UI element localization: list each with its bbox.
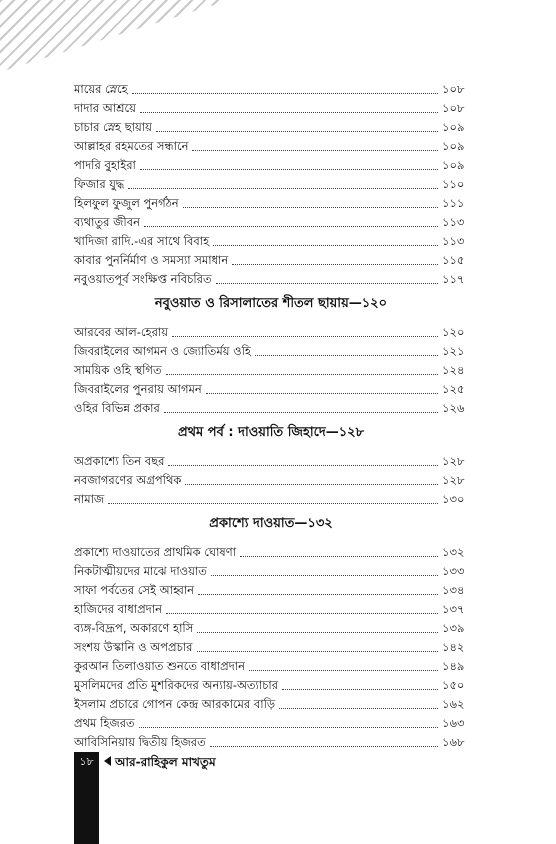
toc-entry[interactable] bbox=[74, 173, 468, 192]
toc-entry-title: অপ্রকাশ্যে তিন বছর bbox=[74, 454, 165, 468]
toc-entry-title: জিবরাইলের আগমন ও জ্যোতির্ময় ওহি bbox=[74, 344, 251, 358]
toc-entry-page: ১২১ bbox=[442, 344, 465, 358]
dot-leader bbox=[166, 613, 438, 614]
toc-entry[interactable] bbox=[74, 731, 468, 750]
toc-entry[interactable] bbox=[74, 268, 468, 287]
section-heading: প্রথম পর্ব : দাওয়াতি জিহাদে—১২৮ bbox=[177, 425, 365, 440]
section-heading: নবুওয়াত ও রিসালাতের শীতল ছায়ায়—১২০ bbox=[154, 296, 388, 311]
dot-leader bbox=[197, 632, 438, 633]
dot-leader bbox=[216, 283, 438, 284]
dot-leader bbox=[197, 651, 438, 652]
toc-entry-title: প্রকাশ্যে দাওয়াতের প্রাথমিক ঘোষণা bbox=[74, 545, 237, 559]
toc-entry[interactable] bbox=[74, 249, 468, 268]
toc-entry[interactable] bbox=[74, 78, 468, 97]
toc-entry-title: হিলফুল ফুজুল পুনর্গঠন bbox=[74, 196, 179, 210]
toc-entry-title: প্রথম হিজরত bbox=[74, 716, 135, 730]
toc-entry-title: দাদার আশ্রয়ে bbox=[74, 101, 136, 115]
toc-entry-page: ১৬২ bbox=[442, 697, 465, 711]
toc-entry-page: ১০৯ bbox=[442, 158, 465, 172]
dot-leader bbox=[192, 150, 438, 151]
dot-leader bbox=[144, 226, 438, 227]
dot-leader bbox=[166, 374, 438, 375]
toc-entry-page: ১১৩ bbox=[442, 215, 465, 229]
toc-entry-page: ১৪২ bbox=[442, 640, 465, 654]
dot-leader bbox=[164, 412, 438, 413]
footer-book-title: আর-রাহিকুল মাখতুম bbox=[115, 755, 216, 769]
toc-entry-page: ১২৬ bbox=[442, 401, 465, 415]
toc-entry-page: ১০৯ bbox=[442, 139, 465, 153]
toc-entry-page: ১৩০ bbox=[442, 492, 465, 506]
toc-entry-page: ১৬৮ bbox=[442, 735, 465, 749]
toc-entry-page: ১৩৩ bbox=[442, 564, 465, 578]
toc-entry[interactable] bbox=[74, 469, 468, 488]
toc-entry-page: ১২০ bbox=[442, 325, 465, 339]
toc-entry-page: ১১০ bbox=[442, 177, 465, 191]
dot-leader bbox=[183, 207, 438, 208]
toc-entry-title: নবুওয়াতপূর্ব সংক্ষিপ্ত নবিচরিত bbox=[74, 272, 212, 286]
dot-leader bbox=[210, 746, 438, 747]
toc-entry[interactable] bbox=[74, 598, 468, 617]
dot-leader bbox=[279, 708, 438, 709]
toc-entry-title: ওহির বিভিন্ন প্রকার bbox=[74, 401, 160, 415]
toc-entry-title: খাদিজা রাদি.-এর সাথে বিবাহ bbox=[74, 234, 210, 248]
toc-entry[interactable] bbox=[74, 617, 468, 636]
toc-entry-title: জিবরাইলের পুনরায় আগমন bbox=[74, 382, 202, 396]
toc-entry-title: কাবার পুনর্নির্মাণ ও সমস্যা সমাধান bbox=[74, 253, 229, 267]
toc-entry-title: আল্লাহর রহমতের সন্ধানে bbox=[74, 139, 189, 153]
toc-entry-title: নামাজ bbox=[74, 492, 105, 506]
toc-entry[interactable] bbox=[74, 154, 468, 173]
toc-entry-title: মায়ের স্নেহে bbox=[74, 82, 128, 96]
dot-leader bbox=[140, 169, 438, 170]
dot-leader bbox=[168, 465, 438, 466]
toc-entry-page: ১২৫ bbox=[442, 382, 465, 396]
dot-leader bbox=[255, 355, 438, 356]
toc-entry[interactable] bbox=[74, 397, 468, 416]
dot-leader bbox=[240, 556, 438, 557]
toc-entry[interactable] bbox=[74, 693, 468, 712]
dot-leader bbox=[172, 336, 438, 337]
toc-entry-title: সাফা পর্বতের সেই আহ্বান bbox=[74, 583, 195, 597]
toc-entry-title: ইসলাম প্রচারে গোপন কেন্দ্র আরকামের বাড়ি bbox=[74, 697, 276, 711]
toc-entry-page: ১৬৩ bbox=[442, 716, 465, 730]
toc-entry[interactable] bbox=[74, 636, 468, 655]
dot-leader bbox=[132, 93, 438, 94]
dot-leader bbox=[139, 727, 438, 728]
toc-entry-title: আবিসিনিয়ায় দ্বিতীয় হিজরত bbox=[74, 735, 206, 749]
toc-entry[interactable] bbox=[74, 378, 468, 397]
dot-leader bbox=[249, 670, 438, 671]
footer-arrow-icon bbox=[104, 756, 111, 766]
toc-entry[interactable] bbox=[74, 655, 468, 674]
toc-entry[interactable] bbox=[74, 450, 468, 469]
toc-entry-title: ব্যথাতুর জীবন bbox=[74, 215, 140, 229]
toc-entry-page: ১২৮ bbox=[442, 473, 465, 487]
toc-entry-title: ফিজার যুদ্ধ bbox=[74, 177, 125, 191]
toc-entry-title: চাচার স্নেহ ছায়ায় bbox=[74, 120, 152, 134]
toc-entry-title: নবজাগরণের অগ্রপথিক bbox=[74, 473, 182, 487]
toc-entry-title: সংশয় উস্কানি ও অপপ্রচার bbox=[74, 640, 193, 654]
toc-entry[interactable] bbox=[74, 674, 468, 693]
table-of-contents bbox=[74, 78, 468, 750]
toc-entry-page: ১৩২ bbox=[442, 545, 465, 559]
toc-entry-page: ১০৮ bbox=[442, 82, 465, 96]
toc-entry-page: ১৩৭ bbox=[442, 602, 465, 616]
toc-entry-title: হাজিদের বাধাপ্রদান bbox=[74, 602, 162, 616]
dot-leader bbox=[140, 112, 438, 113]
dot-leader bbox=[213, 245, 438, 246]
corner-hatch-decoration bbox=[0, 0, 230, 72]
section-heading: প্রকাশ্যে দাওয়াত—১৩২ bbox=[209, 516, 333, 531]
toc-entry-title: ব্যঙ্গ-বিদ্রূপ, অকারণে হাসি bbox=[74, 621, 194, 635]
toc-entry[interactable] bbox=[74, 488, 468, 507]
toc-entry-page: ১৪৯ bbox=[442, 659, 465, 673]
toc-entry-title: পাদরি বুহাইরা bbox=[74, 158, 136, 172]
toc-entry-page: ১১৭ bbox=[442, 272, 465, 286]
dot-leader bbox=[185, 484, 438, 485]
dot-leader bbox=[156, 131, 438, 132]
dot-leader bbox=[282, 689, 438, 690]
toc-entry-page: ১৩৪ bbox=[442, 583, 465, 597]
toc-entry-page: ১৩৯ bbox=[442, 621, 465, 635]
toc-entry[interactable] bbox=[74, 712, 468, 731]
toc-entry[interactable] bbox=[74, 116, 468, 135]
toc-entry[interactable] bbox=[74, 560, 468, 579]
toc-entry[interactable] bbox=[74, 579, 468, 598]
toc-entry[interactable] bbox=[74, 192, 468, 211]
toc-entry-title: কুরআন তিলাওয়াত শুনতে বাধাপ্রদান bbox=[74, 659, 245, 673]
toc-entry-page: ১০৮ bbox=[442, 101, 465, 115]
toc-entry-page: ১১১ bbox=[442, 196, 465, 210]
toc-entry-page: ১১৫ bbox=[442, 253, 465, 267]
dot-leader bbox=[198, 594, 438, 595]
toc-entry-page: ১১৩ bbox=[442, 234, 465, 248]
toc-entry-page: ১৫০ bbox=[442, 678, 465, 692]
toc-entry[interactable] bbox=[74, 97, 468, 116]
dot-leader bbox=[211, 575, 438, 576]
dot-leader bbox=[128, 188, 438, 189]
toc-entry-title: আরবের আল-হেরায় bbox=[74, 325, 169, 339]
toc-entry-title: নিকটাত্মীয়দের মাঝে দাওয়াত bbox=[74, 564, 207, 578]
toc-entry[interactable] bbox=[74, 359, 468, 378]
dot-leader bbox=[206, 393, 438, 394]
dot-leader bbox=[108, 503, 438, 504]
toc-entry-page: ১২৮ bbox=[442, 454, 465, 468]
toc-entry-title: সাময়িক ওহি স্থগিত bbox=[74, 363, 162, 377]
toc-entry-page: ১২৪ bbox=[442, 363, 465, 377]
toc-entry[interactable] bbox=[74, 541, 468, 560]
toc-entry[interactable] bbox=[74, 321, 468, 340]
toc-entry-page: ১০৯ bbox=[442, 120, 465, 134]
footer-page-number: ১৮ bbox=[79, 755, 94, 768]
toc-entry[interactable] bbox=[74, 211, 468, 230]
toc-entry[interactable] bbox=[74, 230, 468, 249]
toc-entry-title: মুসলিমদের প্রতি মুশরিকদের অন্যায়-অত্যাচার bbox=[74, 678, 279, 692]
toc-entry[interactable] bbox=[74, 340, 468, 359]
toc-entry[interactable] bbox=[74, 135, 468, 154]
dot-leader bbox=[232, 264, 438, 265]
